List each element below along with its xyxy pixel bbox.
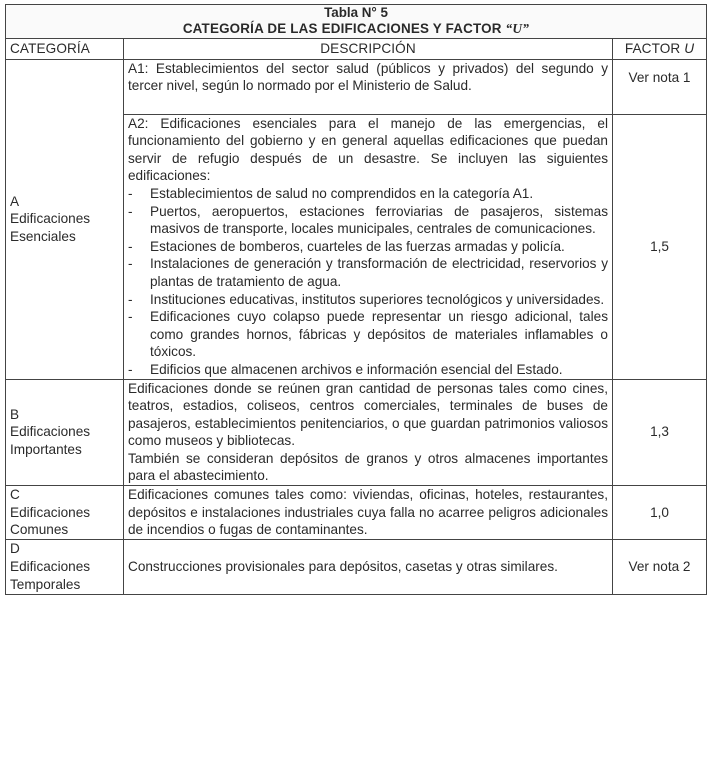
a2-intro: A2: Edificaciones esenciales para el manejo de las emergencias, el funcionamiento del gobierno y en general aquellas edificaciones que puedan servir de refugio después de un desastre. Se incluyen las siguientes edificaciones: [128,115,608,184]
table-caption-symbol: “U” [505,21,530,36]
b-paragraph-1: Edificaciones donde se reúnen gran cantidad de personas tales como cines, teatros, estadios, coliseos, centros comerciales, terminales de buses de pasajeros, establecimientos penitenciarios, o que guardan patrimonios valiosos como museos y bibliotecas. [128,380,608,449]
table-caption-text: CATEGORÍA DE LAS EDIFICACIONES Y FACTOR [182,21,502,36]
column-header-description: DESCRIPCIÓN [124,39,613,60]
list-item: - Instalaciones de generación y transformación de electricidad, reservorios y plantas de tratamiento de agua. [128,255,608,290]
list-item: - Estaciones de bomberos, cuarteles de las fuerzas armadas y policía. [128,238,608,256]
category-cell-b [6,379,124,486]
list-item: - Instituciones educativas, institutos superiores tecnológicos y universidades. [128,291,608,309]
table-header-row [6,39,707,60]
category-code: D [10,541,20,557]
building-category-table [5,4,707,595]
category-cell-d [6,539,124,594]
table-caption [10,21,702,37]
b-paragraph-2: También se consideran depósitos de granos y otros almacenes importantes para el abastecimiento. [128,450,608,484]
factor-header-symbol: U [684,41,695,56]
category-name-line2: Temporales [10,576,81,592]
category-name-line1: Edificaciones [10,424,91,440]
table-title-row [6,5,707,39]
description-cell-a2 [124,114,613,379]
description-cell-d: Construcciones provisionales para depósitos, casetas y otras similares. [124,539,613,594]
column-header-category: CATEGORÍA [6,39,124,60]
factor-cell-a2: 1,5 [613,114,707,379]
factor-cell-d: Ver nota 2 [613,539,707,594]
list-item: - Establecimientos de salud no comprendidos en la categoría A1. [128,185,608,203]
description-cell-a1: A1: Establecimientos del sector salud (públicos y privados) del segundo y tercer nivel, según lo normado por el Ministerio de Salud. [124,59,613,114]
category-code: C [10,487,20,503]
description-cell-b [124,379,613,486]
category-code: B [10,406,20,422]
table-row-b [6,379,707,486]
list-item: - Edificios que almacenen archivos e información esencial del Estado. [128,361,608,379]
category-name-line1: Edificaciones [10,559,91,575]
category-code: A [10,193,20,209]
category-name-line2: Esenciales [10,228,76,244]
category-name-line1: Edificaciones [10,504,91,520]
table-row-c [6,486,707,540]
factor-cell-b: 1,3 [613,379,707,486]
category-name-line1: Edificaciones [10,211,91,227]
factor-cell-a1: Ver nota 1 [613,59,707,114]
a2-item-list [128,185,608,379]
category-name-line2: Importantes [10,442,82,458]
category-cell-c [6,486,124,540]
list-item: - Edificaciones cuyo colapso puede representar un riesgo adicional, tales como grandes hornos, fábricas y depósitos de materiales inflamables o tóxicos. [128,308,608,361]
category-name-line2: Comunes [10,522,69,538]
list-item: - Puertos, aeropuertos, estaciones ferroviarias de pasajeros, sistemas masivos de transporte, locales municipales, centrales de comunicaciones. [128,203,608,238]
table-row-a1 [6,59,707,114]
table-title [6,5,707,39]
table-number: Tabla N° 5 [324,5,388,20]
column-header-factor [613,39,707,60]
category-cell-a [6,59,124,379]
table-row-d [6,539,707,594]
factor-cell-c: 1,0 [613,486,707,540]
factor-header-prefix: FACTOR [624,41,681,56]
description-cell-c: Edificaciones comunes tales como: viviendas, oficinas, hoteles, restaurantes, depósitos e instalaciones industriales cuya falla no acarree peligros adicionales de incendios o fugas de contaminantes. [124,486,613,540]
